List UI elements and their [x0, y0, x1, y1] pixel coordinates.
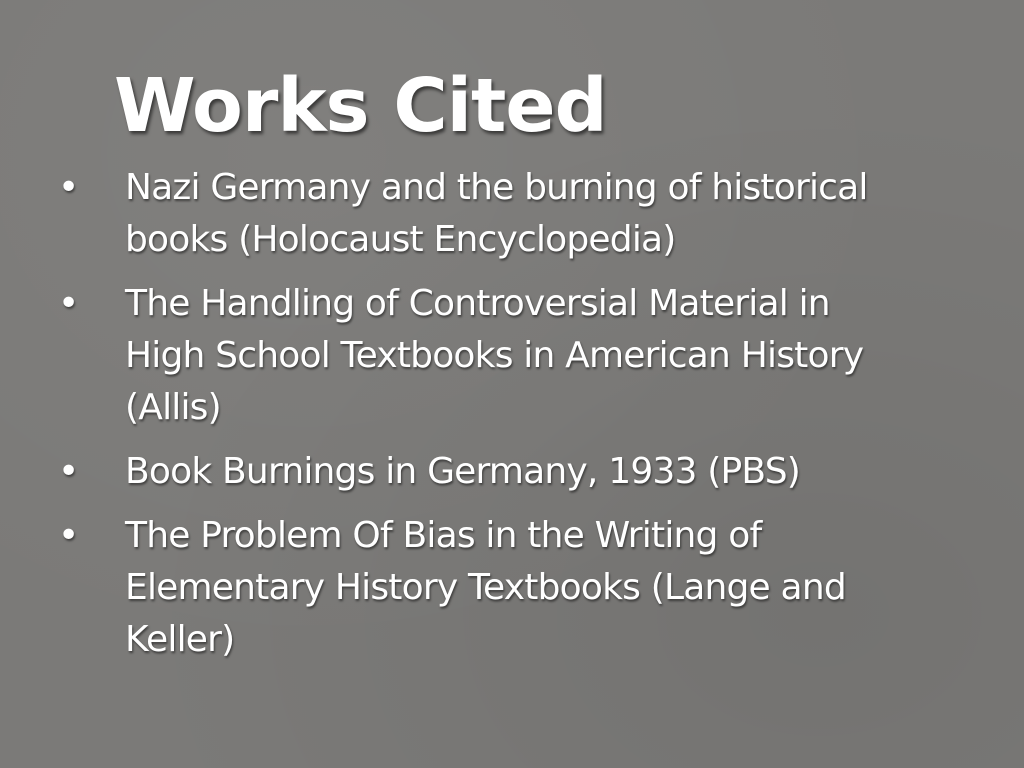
bullet-icon: •: [58, 451, 79, 492]
citation-item: [0, 278, 905, 434]
citation-list: [0, 162, 1024, 678]
bullet-icon: •: [58, 283, 79, 324]
slide-title: Works Cited: [114, 63, 607, 149]
citation-item: [0, 446, 905, 498]
citation-text: Nazi Germany and the burning of historical books (Holocaust Encyclopedia): [125, 167, 868, 260]
citations-viewport: [0, 162, 1024, 678]
bullet-icon: •: [58, 515, 79, 556]
citation-item: [0, 510, 905, 666]
bullet-icon: •: [58, 167, 79, 208]
citation-text: The Handling of Controversial Material in High School Textbooks in American History (Allis): [125, 283, 864, 428]
citation-item: [0, 162, 905, 266]
citation-text: Book Burnings in Germany, 1933 (PBS): [125, 451, 800, 492]
citation-text: The Problem Of Bias in the Writing of Elementary History Textbooks (Lange and Keller): [125, 515, 846, 660]
